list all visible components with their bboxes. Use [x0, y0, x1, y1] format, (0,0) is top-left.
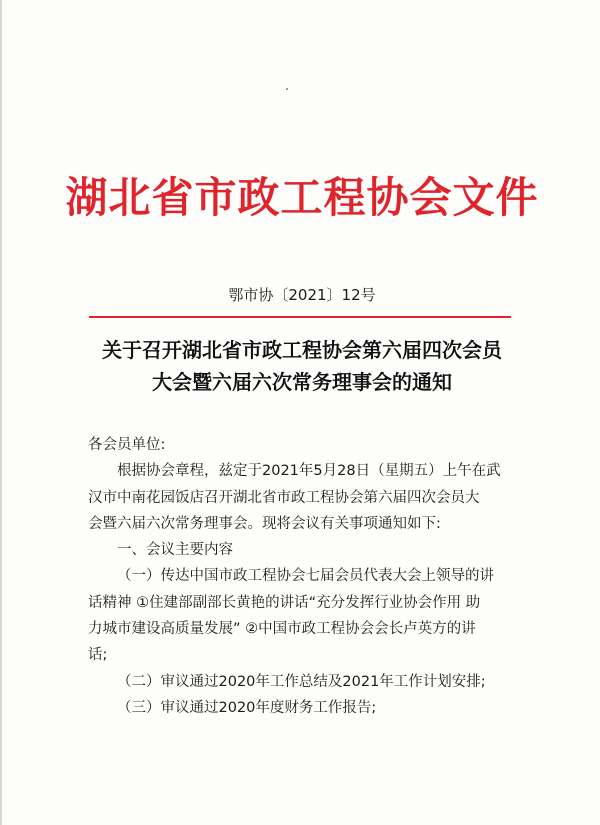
- document-header-title: 湖北省市政工程协会文件: [65, 173, 539, 222]
- body-line: （一）传达中国市政工程协会七届会员代表大会上领导的讲: [117, 568, 494, 585]
- body-line: 力城市建设高质量发展” ②中国市政工程协会会长卢英方的讲: [88, 621, 476, 638]
- body-line: 会暨六届六次常务理事会。现将会议有关事项通知如下:: [88, 515, 441, 532]
- body-line: 根据协会章程，兹定于2021年5月28日（星期五）上午在武: [117, 463, 501, 480]
- body-line: 话精神 ①住建部副部长黄艳的讲话“充分发挥行业协会作用 助: [88, 594, 481, 611]
- body-line: 汉市中南花园饭店召开湖北省市政工程协会第六届四次会员大: [88, 489, 480, 506]
- body-line: （三）审议通过2020年度财务工作报告;: [117, 699, 377, 716]
- section-heading: 一、会议主要内容: [117, 542, 233, 559]
- salutation: 各会员单位:: [88, 437, 166, 453]
- document-title-line-2: 大会暨六届六次常务理事会的通知: [152, 370, 452, 394]
- body-line: （二）审议通过2020年工作总结及2021年工作计划安排;: [117, 673, 486, 690]
- document-body: [88, 432, 528, 721]
- document-title: [62, 334, 542, 398]
- body-line: 话;: [88, 647, 108, 664]
- red-divider-line: [89, 316, 511, 318]
- scan-speck: [286, 88, 288, 90]
- document-number: 鄂市协〔2021〕12号: [228, 286, 376, 304]
- document-title-line-1: 关于召开湖北省市政工程协会第六届四次会员: [102, 338, 502, 362]
